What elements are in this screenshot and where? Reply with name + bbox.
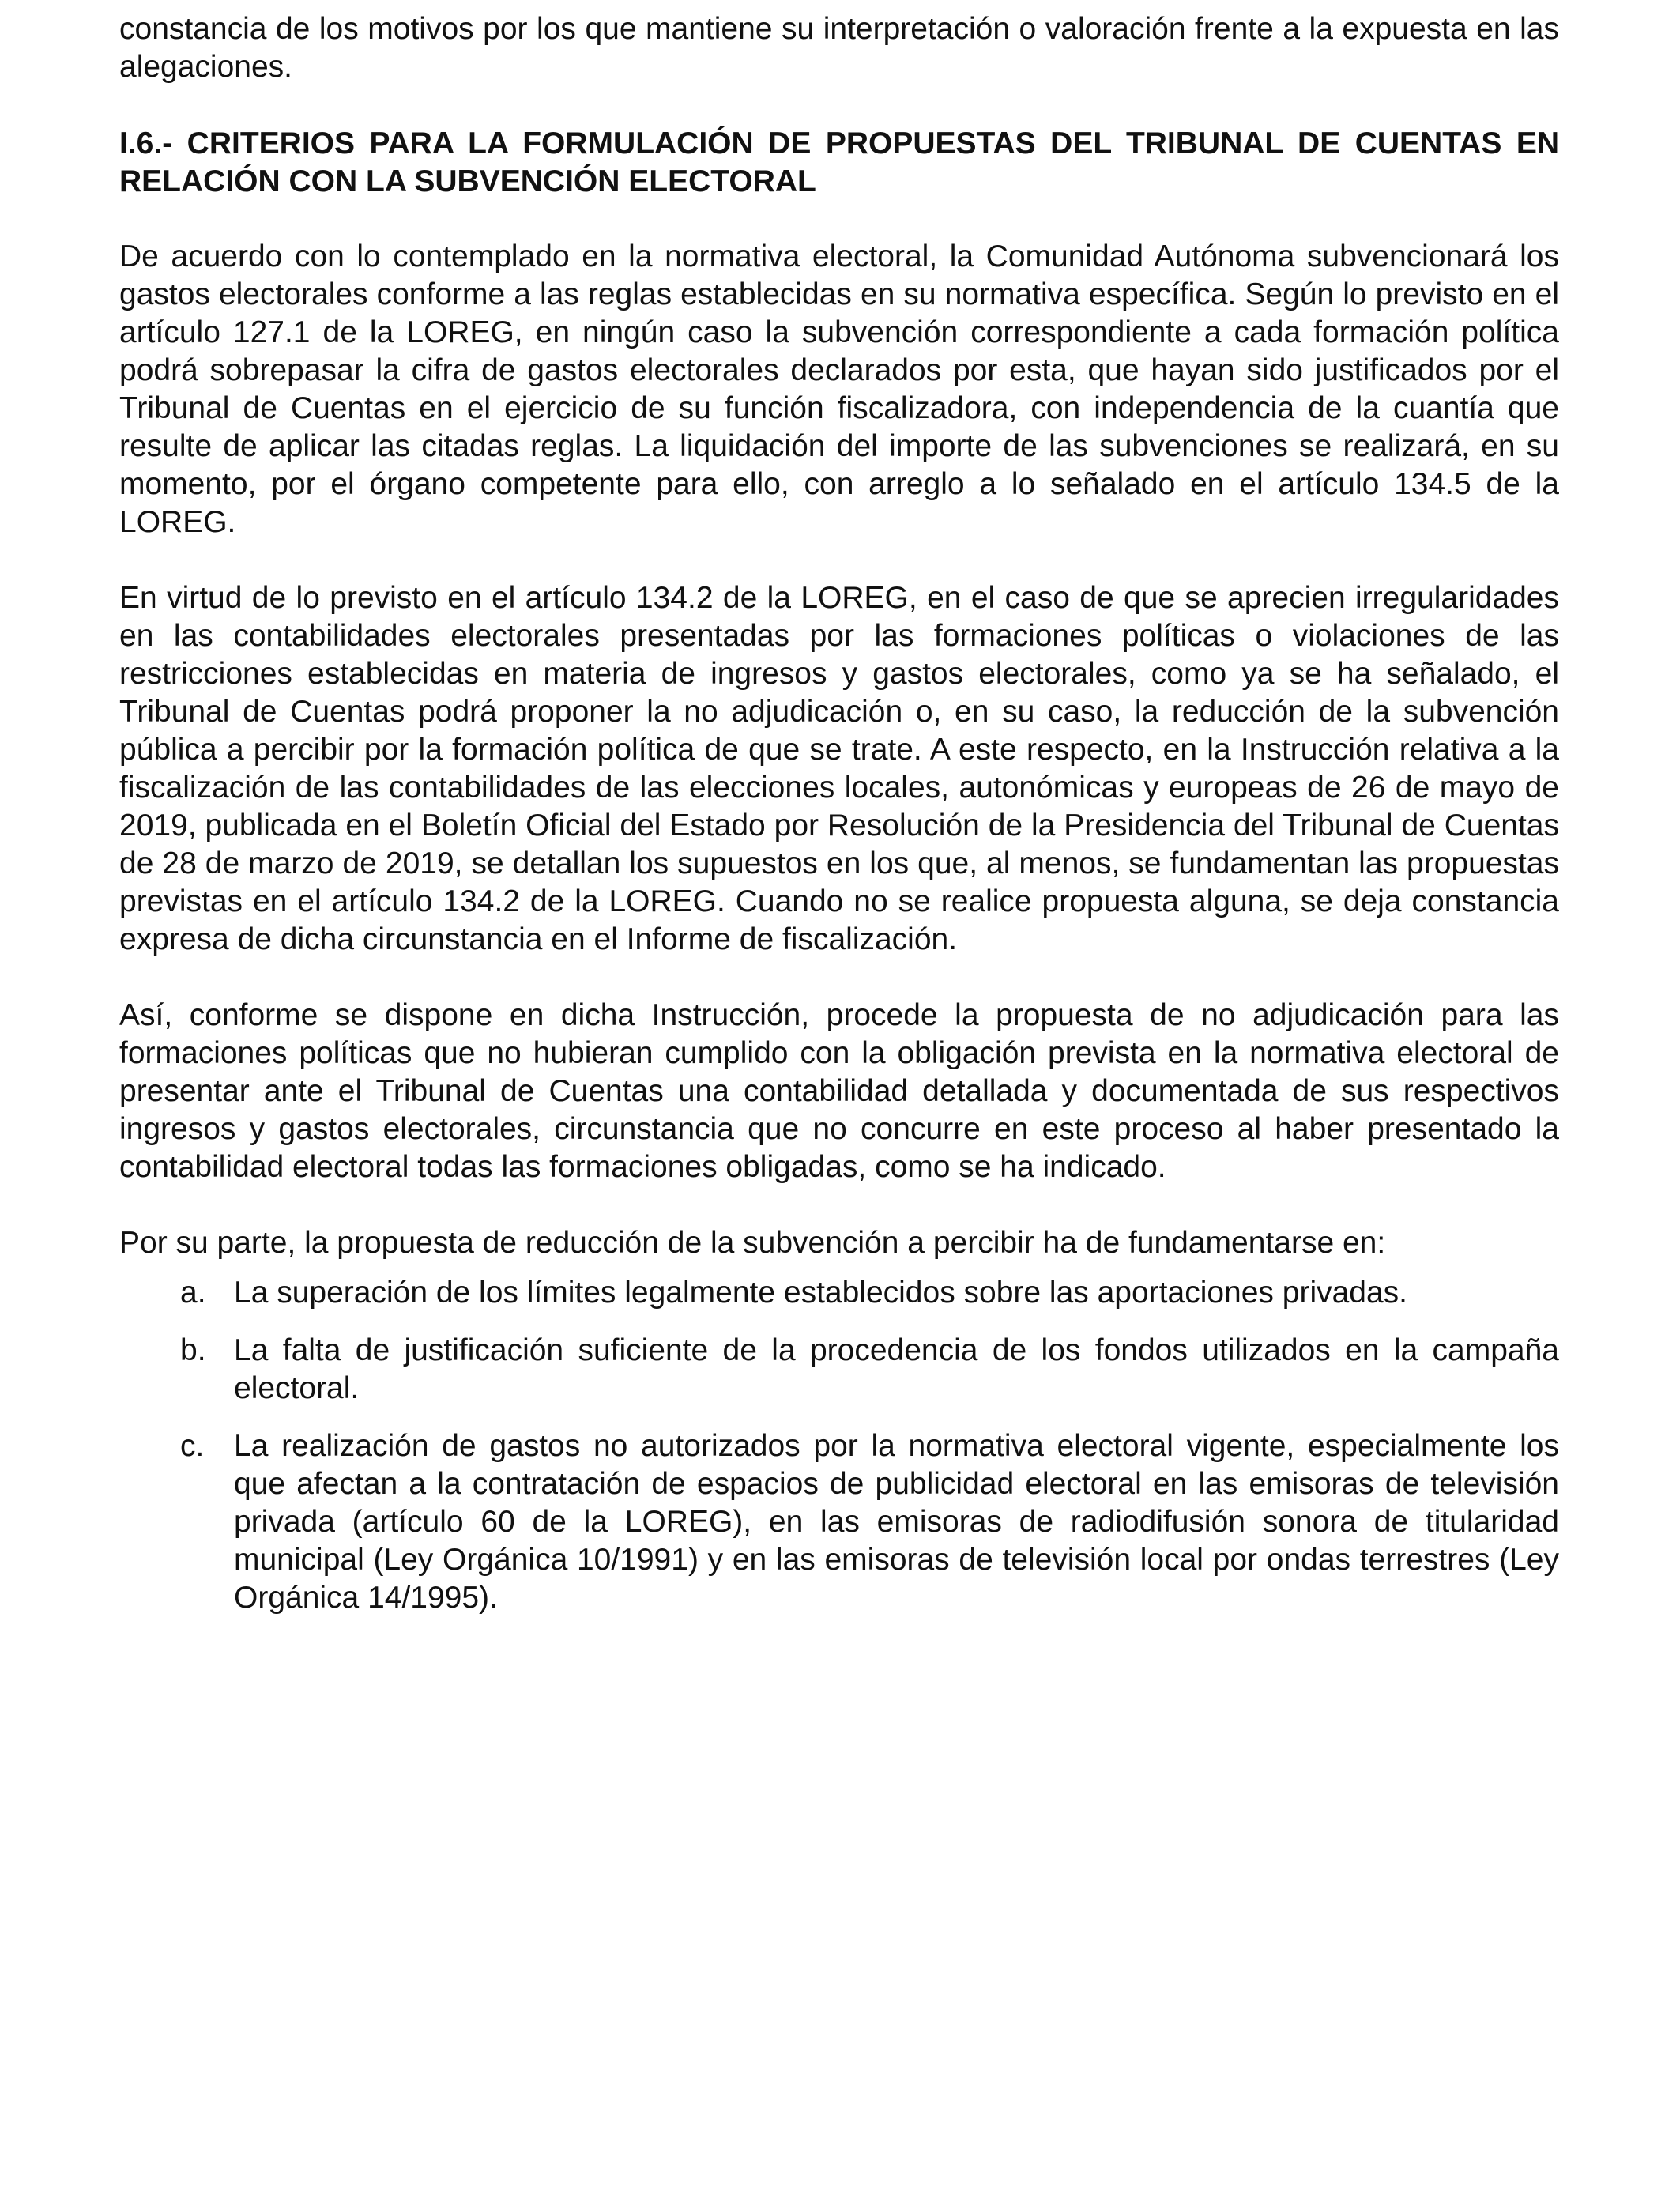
section-heading: I.6.- CRITERIOS PARA LA FORMULACIÓN DE PROPUESTAS DEL TRIBUNAL DE CUENTAS EN RELACIÓN CON LA SUBVENCIÓN ELECTORAL bbox=[119, 126, 1559, 198]
paragraph-subvencion: De acuerdo con lo contemplado en la normativa electoral, la Comunidad Autónoma subvencionará los gastos electorales conforme a las reglas establecidas en su normativa específica. Según lo previsto en el artículo 127.1 de la LOREG, en ningún caso la subvención correspondiente a cada formación política podrá sobrepasar la cifra de gastos electorales declarados por esta, que hayan sido justificados por el Tribunal de Cuentas en el ejercicio de su función fiscalizadora, con independencia de la cuantía que resulte de aplicar las citadas reglas. La liquidación del importe de las subvenciones se realizará, en su momento, por el órgano competente para ello, con arreglo a lo señalado en el artículo 134.5 de la LOREG. bbox=[119, 239, 1559, 539]
list-item-text: La superación de los límites legalmente establecidos sobre las aportaciones privadas. bbox=[234, 1276, 1408, 1310]
paragraph-no-adjudicacion: Así, conforme se dispone en dicha Instrucción, procede la propuesta de no adjudicación para las formaciones políticas que no hubieran cumplido con la obligación prevista en la normativa electoral de presentar ante el Tribunal de Cuentas una contabilidad detallada y documentada de sus respectivos ingresos y gastos electorales, circunstancia que no concurre en este proceso al haber presentado la contabilidad electoral todas las formaciones obligadas, como se ha indicado. bbox=[119, 998, 1559, 1184]
list-marker: a. bbox=[180, 1276, 206, 1310]
list-item bbox=[119, 1427, 1559, 1617]
reduction-criteria-list bbox=[119, 1274, 1559, 1617]
list-marker: c. bbox=[180, 1429, 205, 1463]
paragraph-articulo-134-2: En virtud de lo previsto en el artículo 134.2 de la LOREG, en el caso de que se aprecien irregularidades en las contabilidades electorales presentadas por las formaciones políticas o violaciones de las restricciones establecidas en materia de ingresos y gastos electorales, como ya se ha señalado, el Tribunal de Cuentas podrá proponer la no adjudicación o, en su caso, la reducción de la subvención pública a percibir por la formación política de que se trate. A este respecto, en la Instrucción relativa a la fiscalización de las contabilidades de las elecciones locales, autonómicas y europeas de 26 de mayo de 2019, publicada en el Boletín Oficial del Estado por Resolución de la Presidencia del Tribunal de Cuentas de 28 de marzo de 2019, se detallan los supuestos en los que, al menos, se fundamentan las propuestas previstas en el artículo 134.2 de la LOREG. Cuando no se realice propuesta alguna, se deja constancia expresa de dicha circunstancia en el Informe de fiscalización. bbox=[119, 581, 1559, 956]
list-marker: b. bbox=[180, 1333, 206, 1367]
document-page bbox=[119, 0, 1559, 1637]
list-item bbox=[119, 1332, 1559, 1408]
list-item bbox=[119, 1274, 1559, 1312]
list-item-text: La falta de justificación suficiente de la procedencia de los fondos utilizados en la campaña electoral. bbox=[234, 1333, 1559, 1405]
intro-paragraph: constancia de los motivos por los que mantiene su interpretación o valoración frente a la expuesta en las alegaciones. bbox=[119, 12, 1559, 84]
list-item-text: La realización de gastos no autorizados por la normativa electoral vigente, especialmente los que afectan a la contratación de espacios de publicidad electoral en las emisoras de televisión privada (artículo 60 de la LOREG), en las emisoras de radiodifusión sonora de titularidad municipal (Ley Orgánica 10/1991) y en las emisoras de televisión local por ondas terrestres (Ley Orgánica 14/1995). bbox=[234, 1429, 1559, 1615]
paragraph-reduccion-intro: Por su parte, la propuesta de reducción de la subvención a percibir ha de fundamentarse en: bbox=[119, 1226, 1386, 1260]
